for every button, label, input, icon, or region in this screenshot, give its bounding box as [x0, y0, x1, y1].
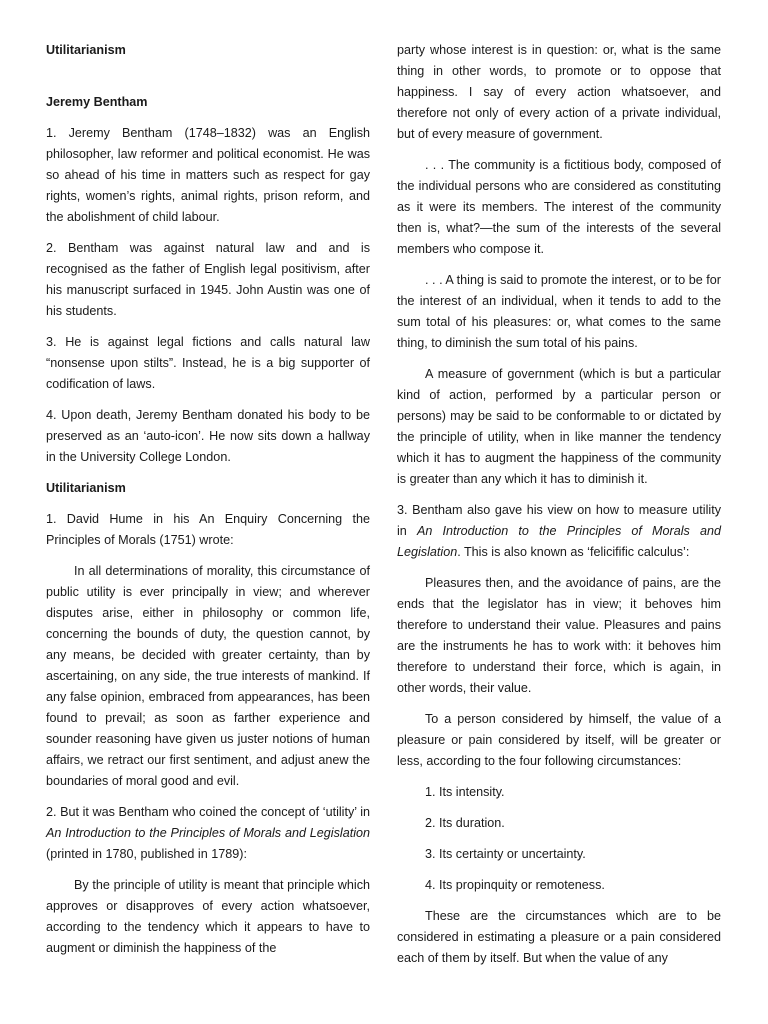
book-title-italic: An Introduction to the Principles of Morals and Legislation	[397, 524, 721, 559]
quote-measure-of-government: A measure of government (which is but a particular kind of action, performed by a particular person or persons) may be said to be conformable to or dictated by the principle of utility, when in like manner the tendency which it has to augment the happiness of the community is greater than any which it has to diminish it.	[397, 367, 721, 486]
paragraph-legal-fictions: 3. He is against legal fictions and calls natural law “nonsense upon stilts”. Instead, he is a big supporter of codification of laws.	[46, 335, 370, 391]
paragraph-legal-positivism: 2. Bentham was against natural law and and is recognised as the father of English legal positivism, after his manuscript surfaced in 1945. John Austin was one of his students.	[46, 241, 370, 318]
paragraph-utility-concept	[46, 802, 370, 865]
quote-value-of-pleasure: To a person considered by himself, the value of a pleasure or pain considered by itself, will be greater or less, according to the four following circumstances:	[397, 712, 721, 768]
list-item: 3. Its certainty or uncertainty.	[425, 847, 586, 861]
section-heading-utilitarianism: Utilitarianism	[46, 481, 126, 495]
document-title: Utilitarianism	[46, 43, 126, 57]
text-run: . This is also known as ‘felicifific calculus’:	[457, 545, 690, 559]
text-run: 2. But it was Bentham who coined the concept of ‘utility’ in	[46, 805, 370, 819]
quote-hume: In all determinations of morality, this circumstance of public utility is ever principally in view; and wherever disputes arise, either in philosophy or common life, concerning the bounds of duty, the question cannot, by any means, be decided with greater certainty, than by ascertaining, on any side, the true interests of mankind. If any false opinion, embraced from appearances, has been found to prevail; as soon as farther experience and sounder reasoning have given us juster notions of human affairs, we retract our first sentiment, and adjust anew the boundaries of moral good and evil.	[46, 564, 370, 788]
quote-principle-of-utility: By the principle of utility is meant that principle which approves or disapproves of every action whatsoever, according to the tendency which it appears to have to augment or diminish the happiness of the	[46, 878, 370, 955]
paragraph-hume: 1. David Hume in his An Enquiry Concerning the Principles of Morals (1751) wrote:	[46, 512, 370, 547]
paragraph-bentham-bio: 1. Jeremy Bentham (1748–1832) was an English philosopher, law reformer and political economist. He was so ahead of his time in matters such as respect for gay rights, women’s rights, animal rights, prison reform, and the abolishment of child labour.	[46, 126, 370, 224]
quote-principle-of-utility-continued: party whose interest is in question: or, what is the same thing in other words, to promote or to oppose that happiness. I say of every action whatsoever, and therefore not only of every action of a private individual, but of every measure of government.	[397, 43, 721, 141]
left-column	[46, 40, 370, 959]
section-heading-bentham: Jeremy Bentham	[46, 95, 148, 109]
right-column	[397, 40, 721, 969]
quote-circumstances: These are the circumstances which are to be considered in estimating a pleasure or a pain considered each of them by itself. But when the value of any	[397, 909, 721, 965]
quote-interest: . . . A thing is said to promote the interest, or to be for the interest of an individual, when it tends to add to the sum total of his pleasures: or, what comes to the same thing, to diminish the sum total of his pains.	[397, 273, 721, 350]
list-item: 2. Its duration.	[425, 816, 505, 830]
book-title-italic: An Introduction to the Principles of Morals and Legislation	[46, 826, 370, 840]
paragraph-auto-icon: 4. Upon death, Jeremy Bentham donated his body to be preserved as an ‘auto-icon’. He now sits down a hallway in the University College London.	[46, 408, 370, 464]
text-run: 3. Bentham also gave his view on how to measure utility in	[397, 503, 721, 538]
quote-community: . . . The community is a fictitious body, composed of the individual persons who are considered as constituting as it were its members. The interest of the community then is, what?—the sum of the interests of the several members who compose it.	[397, 158, 721, 256]
list-item: 4. Its propinquity or remoteness.	[425, 878, 605, 892]
text-run: (printed in 1780, published in 1789):	[46, 847, 247, 861]
paragraph-felicific-calculus	[397, 500, 721, 563]
list-item: 1. Its intensity.	[425, 785, 505, 799]
quote-pleasures-and-pains: Pleasures then, and the avoidance of pains, are the ends that the legislator has in view; it behoves him therefore to understand their value. Pleasures and pains are the instruments he has to work with: it behoves him therefore to understand their force, which is again, in other words, their value.	[397, 576, 721, 695]
